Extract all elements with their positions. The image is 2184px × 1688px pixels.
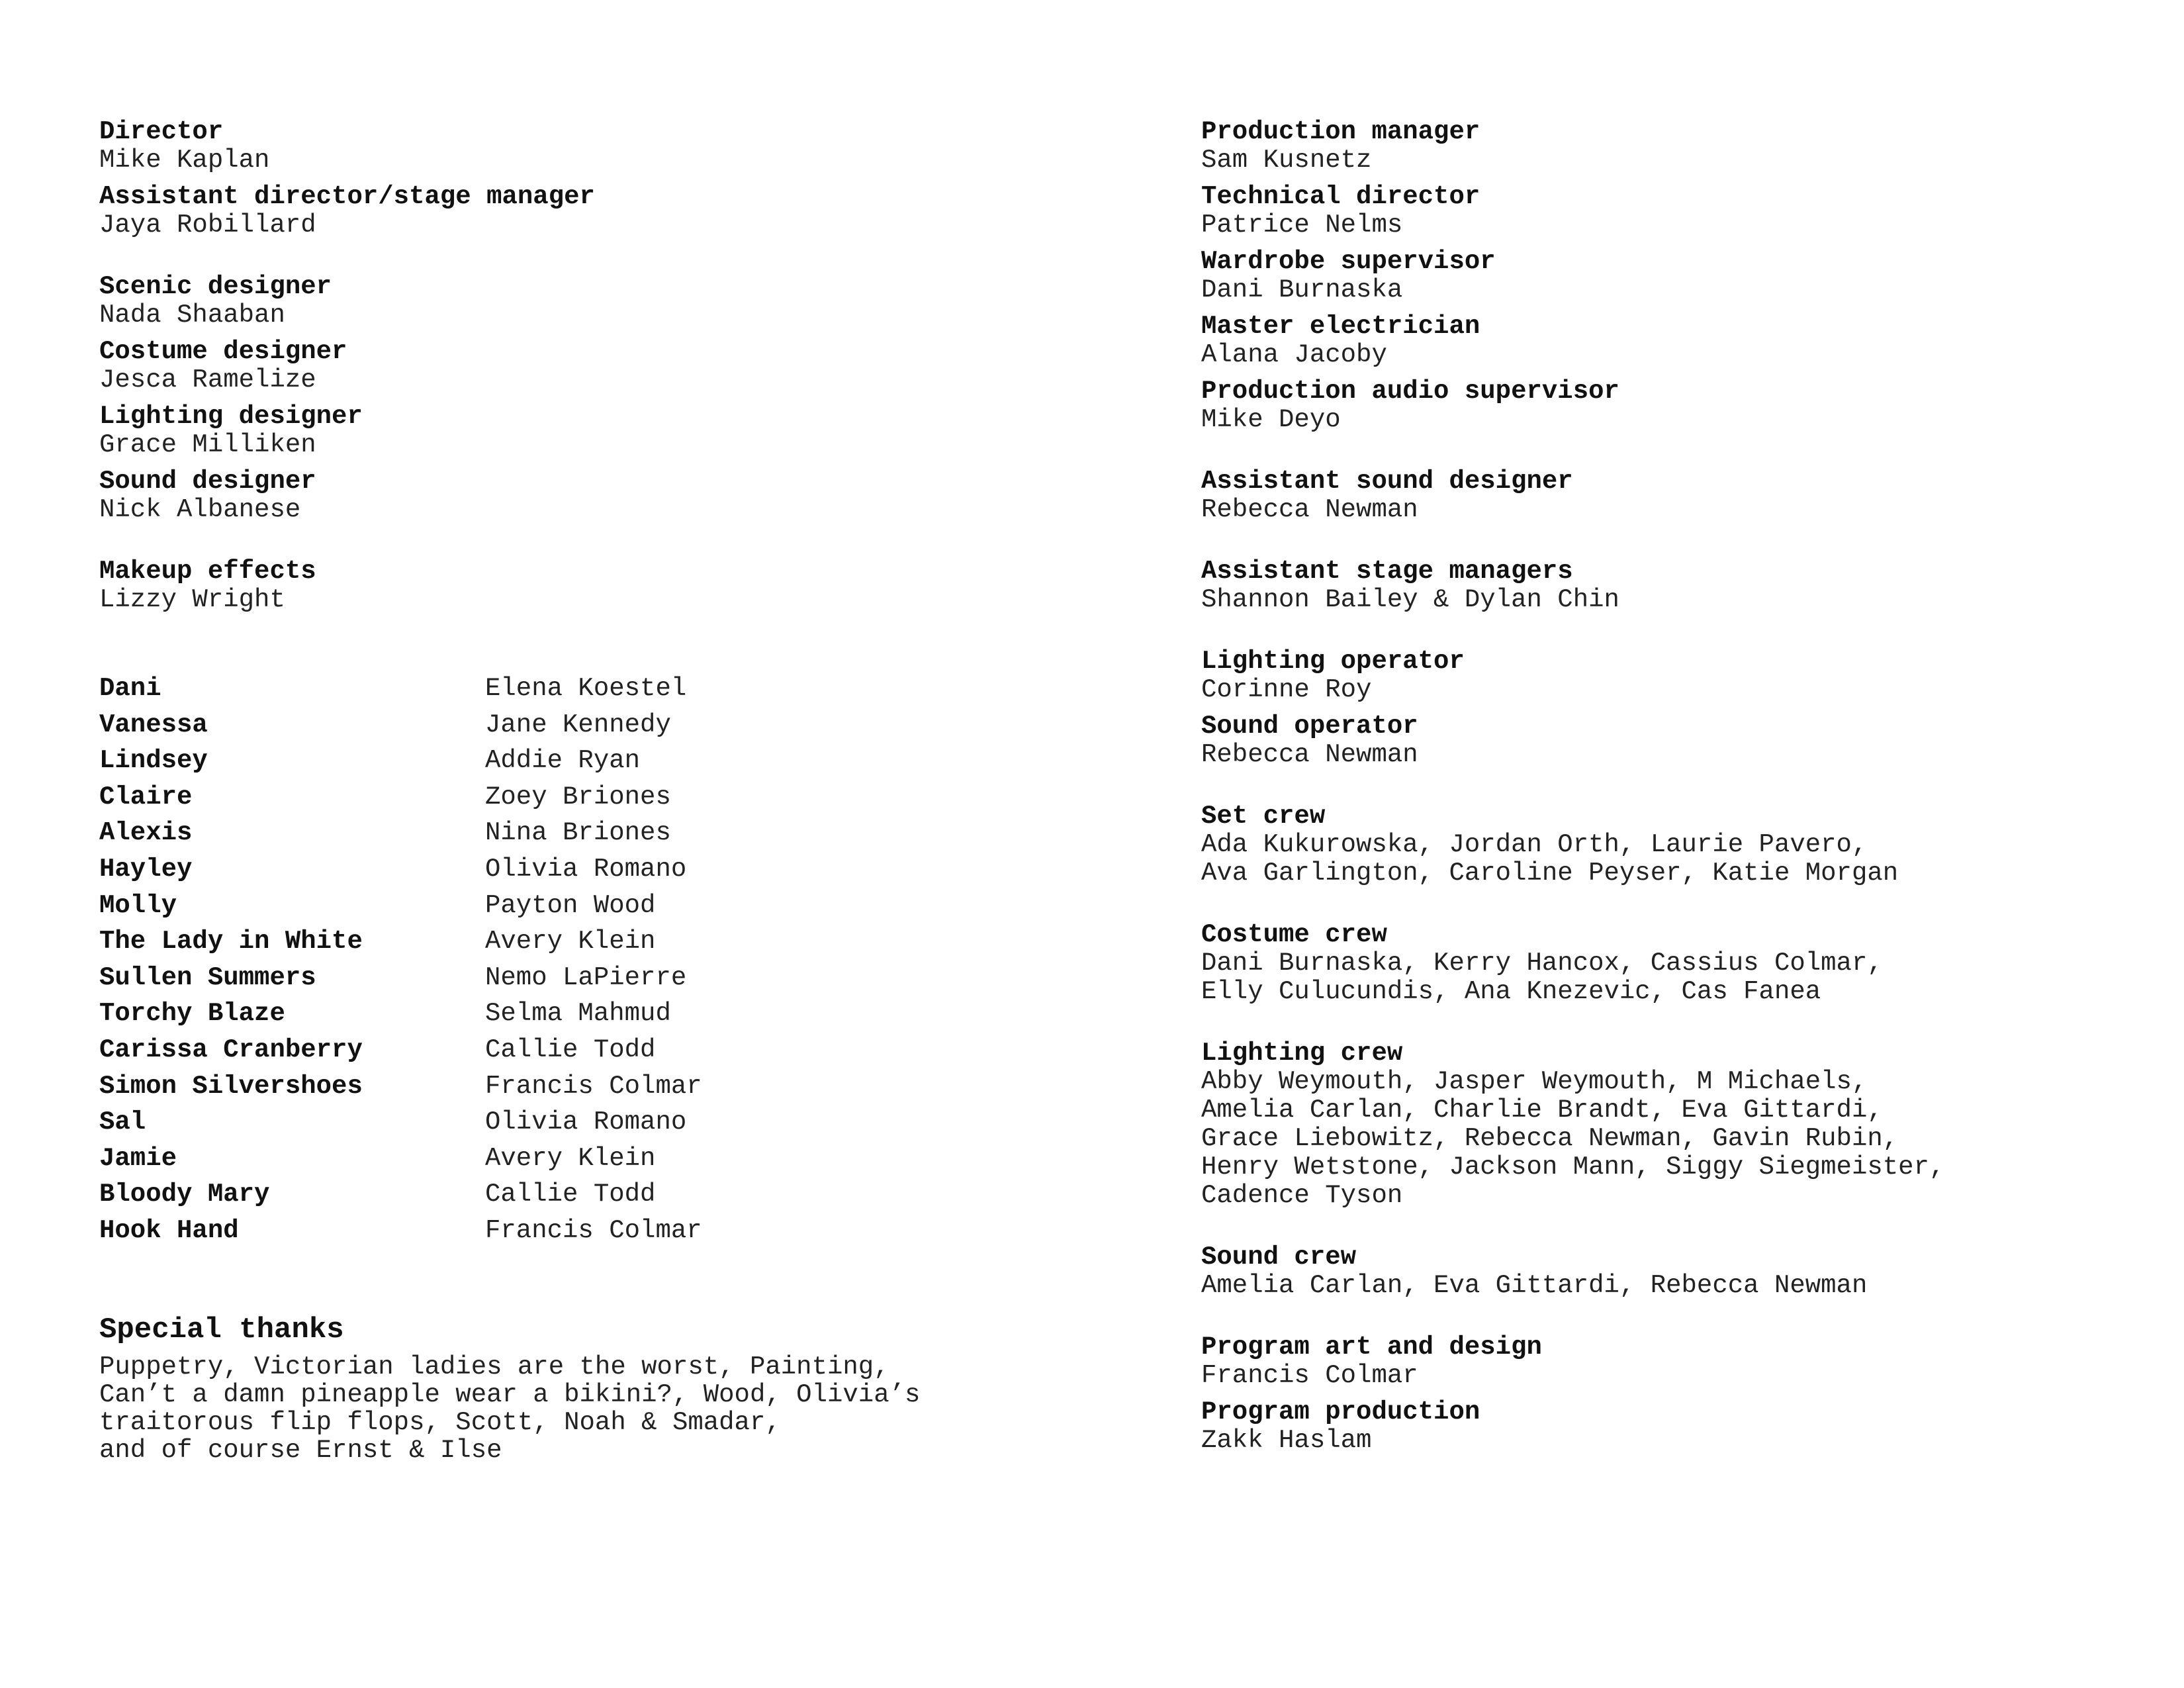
cast-row: [99, 999, 1092, 1035]
cast-actor: Francis Colmar: [485, 1071, 702, 1101]
credit-role: Sound designer: [99, 467, 316, 496]
credit-role: Lighting crew: [1201, 1039, 1403, 1068]
credit-group: [1201, 467, 2161, 524]
credit-role: Lighting operator: [1201, 647, 1465, 676]
credit-role: Costume crew: [1201, 920, 1387, 949]
credit-role: Director: [99, 117, 224, 146]
cast-character: Claire: [99, 782, 193, 812]
credit-name: Mike Kaplan: [99, 146, 270, 175]
cast-row: [99, 1035, 1092, 1072]
credit-role: Wardrobe supervisor: [1201, 247, 1496, 276]
credit-entry: [1201, 557, 2161, 614]
credit-entry: [1201, 802, 2161, 888]
credit-role: Assistant director/stage manager: [99, 182, 595, 211]
cast-row: [99, 1180, 1092, 1216]
cast-actor: Olivia Romano: [485, 854, 687, 884]
cast-character: Simon Silvershoes: [99, 1071, 363, 1101]
cast-character: Molly: [99, 890, 177, 920]
credit-name: Lizzy Wright: [99, 585, 285, 614]
credit-entry: [1201, 312, 2161, 369]
credit-entry: [1201, 183, 2161, 240]
cast-actor: Payton Wood: [485, 890, 656, 920]
cast-actor: Addie Ryan: [485, 746, 641, 776]
credit-name: Rebecca Newman: [1201, 740, 1418, 769]
credit-name: Alana Jacoby: [1201, 340, 1387, 369]
cast-row: [99, 710, 1092, 747]
credit-name: Rebecca Newman: [1201, 495, 1418, 524]
credit-name: Corinne Roy: [1201, 675, 1372, 704]
credit-group: [99, 273, 1092, 524]
credit-entry: [1201, 647, 2161, 704]
cast-actor: Elena Koestel: [485, 674, 687, 703]
credit-role: Makeup effects: [99, 557, 316, 586]
credit-entry: [1201, 1398, 2161, 1455]
left-column: [99, 118, 1092, 1464]
credit-name: Mike Deyo: [1201, 405, 1341, 434]
cast-row: [99, 782, 1092, 819]
cast-actor: Nina Briones: [485, 818, 671, 848]
cast-character: Hook Hand: [99, 1215, 239, 1245]
credit-name: Ada Kukurowska, Jordan Orth, Laurie Pavero, Ava Garlington, Caroline Peyser, Katie Morgan: [1201, 830, 1899, 888]
credit-role: Assistant sound designer: [1201, 467, 1573, 496]
credit-entry: [1201, 712, 2161, 769]
cast-row: [99, 963, 1092, 1000]
credit-entry: [1201, 467, 2161, 524]
cast-row: [99, 927, 1092, 963]
credit-group: [99, 557, 1092, 614]
cast-character: Bloody Mary: [99, 1180, 270, 1209]
credit-role: Program art and design: [1201, 1333, 1542, 1362]
right-column: [1201, 118, 2161, 1488]
cast-character: Lindsey: [99, 746, 208, 776]
special-thanks: [99, 1313, 1092, 1464]
cast-actor: Jane Kennedy: [485, 710, 671, 739]
credit-role: Master electrician: [1201, 312, 1480, 341]
credit-role: Technical director: [1201, 182, 1480, 211]
cast-row: [99, 746, 1092, 782]
cast-character: Sal: [99, 1107, 146, 1137]
credit-role: Program production: [1201, 1397, 1480, 1427]
credit-group: [99, 118, 1092, 240]
credit-entry: [1201, 1243, 2161, 1300]
credit-name: Jesca Ramelize: [99, 365, 316, 395]
credit-name: Jaya Robillard: [99, 211, 316, 240]
credit-role: Sound crew: [1201, 1243, 1357, 1272]
cast-actor: Selma Mahmud: [485, 999, 671, 1029]
cast-character: The Lady in White: [99, 927, 363, 957]
credit-role: Set crew: [1201, 802, 1326, 831]
cast-row: [99, 1144, 1092, 1180]
credit-entry: [1201, 1333, 2161, 1390]
cast-actor: Avery Klein: [485, 927, 656, 957]
cast-row: [99, 891, 1092, 927]
cast-actor: Callie Todd: [485, 1035, 656, 1064]
cast-character: Alexis: [99, 818, 193, 848]
cast-actor: Callie Todd: [485, 1180, 656, 1209]
cast-character: Jamie: [99, 1143, 177, 1173]
credit-entry: [99, 557, 1092, 614]
credit-name: Nick Albanese: [99, 495, 301, 524]
cast-character: Carissa Cranberry: [99, 1035, 363, 1064]
cast-row: [99, 855, 1092, 891]
credit-entry: [99, 183, 1092, 240]
cast-character: Dani: [99, 674, 161, 703]
credit-entry: [99, 338, 1092, 395]
cast-row: [99, 818, 1092, 855]
credit-name: Abby Weymouth, Jasper Weymouth, M Michaels, Amelia Carlan, Charlie Brandt, Eva Gittardi, Grace Liebowitz, Rebecca Newman, Gavin Rubin, Henry Wetstone, Jackson Mann, Siggy Siegmeister, Cadence Tyson: [1201, 1067, 1945, 1210]
cast-actor: Zoey Briones: [485, 782, 671, 812]
credit-name: Amelia Carlan, Eva Gittardi, Rebecca Newman: [1201, 1271, 1868, 1300]
credit-entry: [1201, 248, 2161, 305]
credit-entry: [1201, 377, 2161, 434]
credit-role: Assistant stage managers: [1201, 557, 1573, 586]
credit-role: Production manager: [1201, 117, 1480, 146]
credit-role: Costume designer: [99, 337, 347, 366]
credit-role: Scenic designer: [99, 272, 332, 301]
credit-entry: [99, 402, 1092, 459]
cast-list: [99, 674, 1092, 1252]
cast-actor: Francis Colmar: [485, 1215, 702, 1245]
credit-entry: [99, 273, 1092, 330]
credit-name: Francis Colmar: [1201, 1361, 1418, 1390]
cast-character: Sullen Summers: [99, 962, 316, 992]
credit-entry: [1201, 118, 2161, 175]
special-thanks-title: Special thanks: [99, 1313, 344, 1346]
crew-credits-left: [99, 118, 1092, 614]
credit-name: Sam Kusnetz: [1201, 146, 1372, 175]
credit-name: Dani Burnaska: [1201, 275, 1403, 305]
credit-group: [1201, 921, 2161, 1006]
crew-credits-right: [1201, 118, 2161, 1455]
credit-group: [1201, 1039, 2161, 1210]
cast-actor: Olivia Romano: [485, 1107, 687, 1137]
credit-entry: [99, 118, 1092, 175]
credit-group: [1201, 118, 2161, 434]
credit-role: Sound operator: [1201, 712, 1418, 741]
credit-group: [1201, 647, 2161, 769]
cast-character: Vanessa: [99, 710, 208, 739]
credit-group: [1201, 1333, 2161, 1455]
cast-row: [99, 1216, 1092, 1252]
credit-role: Production audio supervisor: [1201, 377, 1619, 406]
cast-row: [99, 1072, 1092, 1108]
credit-entry: [1201, 1039, 2161, 1210]
cast-row: [99, 1107, 1092, 1144]
credit-name: Nada Shaaban: [99, 301, 285, 330]
credit-role: Lighting designer: [99, 402, 363, 431]
cast-actor: Nemo LaPierre: [485, 962, 687, 992]
cast-character: Torchy Blaze: [99, 999, 285, 1029]
credit-name: Patrice Nelms: [1201, 211, 1403, 240]
credit-entry: [99, 467, 1092, 524]
credit-name: Shannon Bailey & Dylan Chin: [1201, 585, 1619, 614]
cast-character: Hayley: [99, 854, 193, 884]
credit-entry: [1201, 921, 2161, 1006]
special-thanks-body: Puppetry, Victorian ladies are the worst, Painting, Can’t a damn pineapple wear a bikini?, Wood, Olivia’s traitorous flip flops, Scott, Noah & Smadar, and of course Ernst & Ilse: [99, 1352, 921, 1465]
credit-name: Dani Burnaska, Kerry Hancox, Cassius Colmar, Elly Culucundis, Ana Knezevic, Cas Fanea: [1201, 949, 1883, 1006]
cast-actor: Avery Klein: [485, 1143, 656, 1173]
credit-name: Zakk Haslam: [1201, 1426, 1372, 1455]
credit-group: [1201, 557, 2161, 614]
credit-group: [1201, 802, 2161, 888]
credit-name: Grace Milliken: [99, 430, 316, 459]
cast-row: [99, 674, 1092, 710]
credit-group: [1201, 1243, 2161, 1300]
